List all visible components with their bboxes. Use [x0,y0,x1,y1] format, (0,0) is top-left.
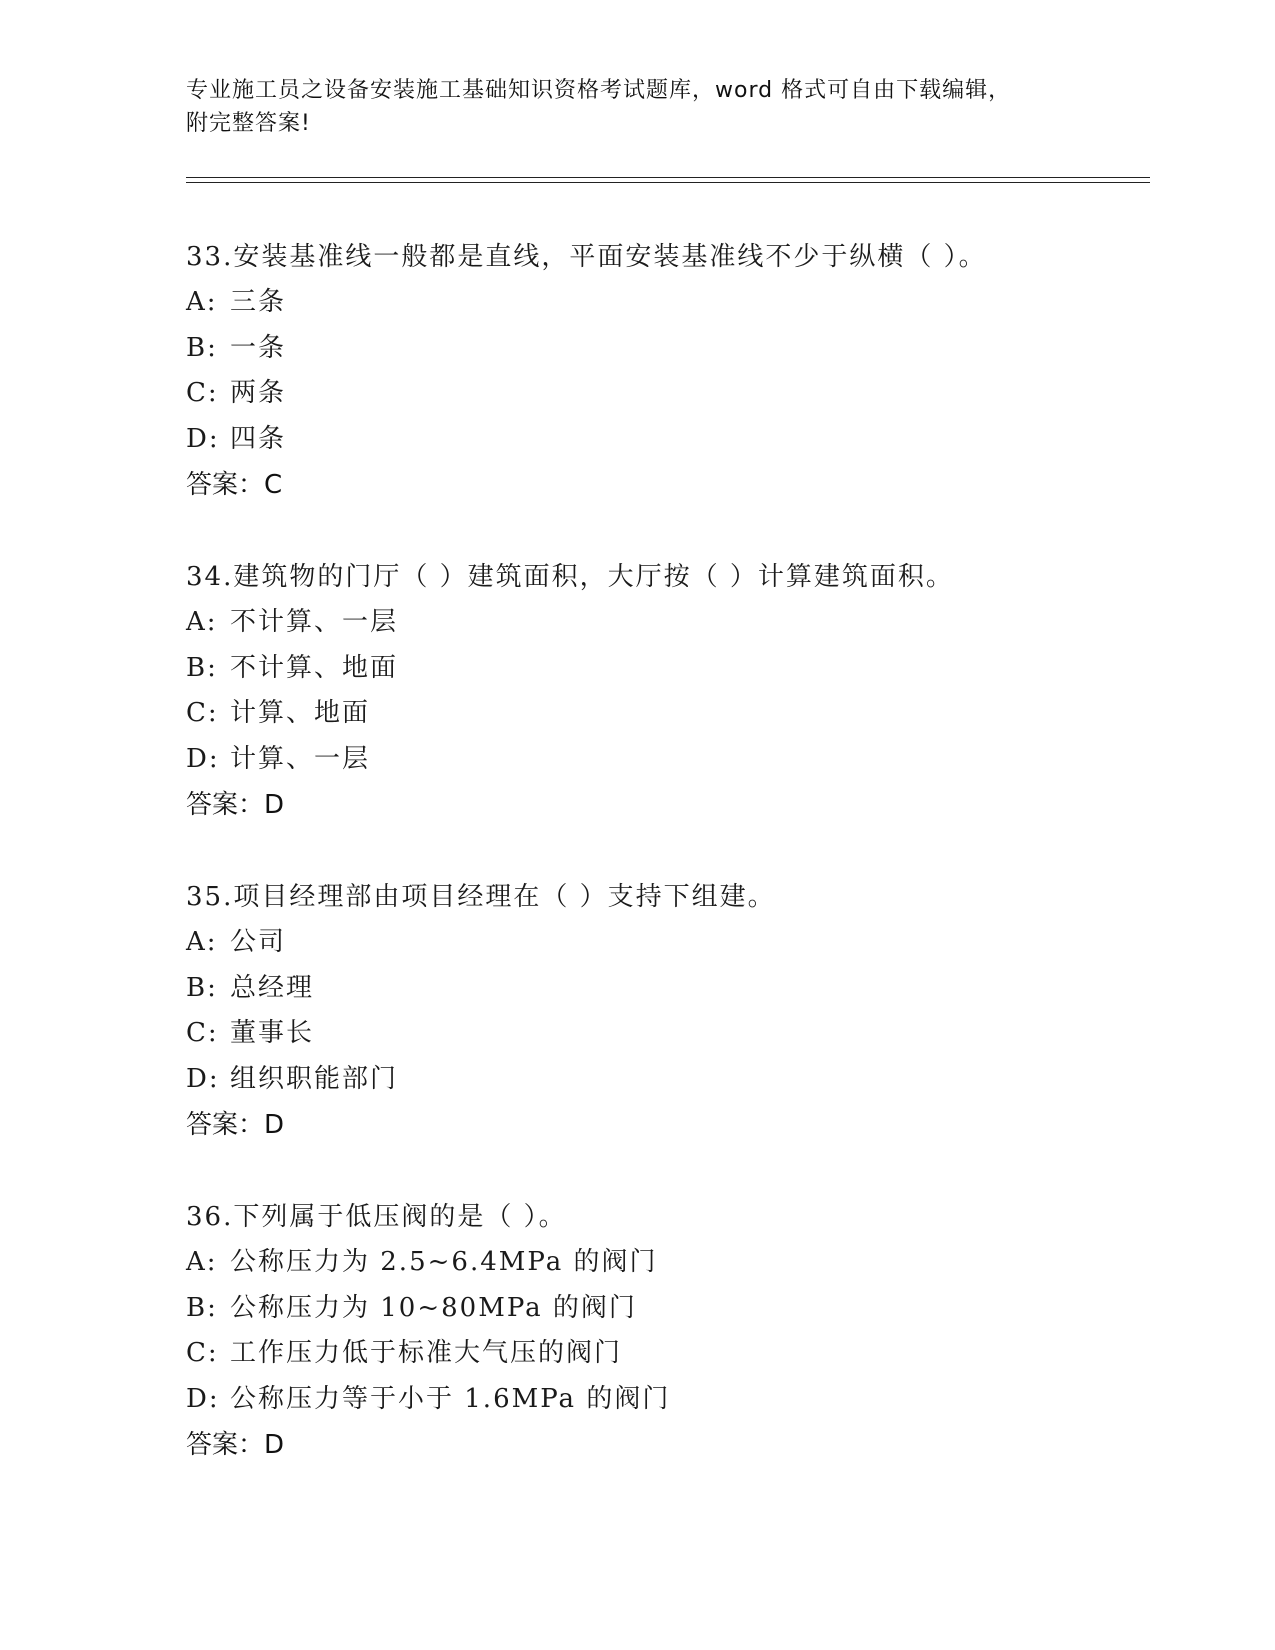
option-text: 公称压力等于小于 1.6MPa 的阀门 [230,1383,671,1414]
option-d [186,737,1146,783]
option-d [186,1057,1146,1103]
option-c [186,1011,1146,1057]
option-c [186,371,1146,417]
option-key: D: [186,743,220,774]
option-text: 不计算、地面 [230,652,399,683]
option-b [186,326,1146,372]
question-36 [186,1194,1146,1468]
question-34 [186,554,1146,828]
option-d [186,417,1146,463]
option-text: 组织职能部门 [230,1063,399,1094]
option-key: A: [186,927,218,957]
option-text: 四条 [230,423,287,454]
header-divider-bottom [186,182,1150,183]
question-stem: 34.建筑物的门厅（ ）建筑面积，大厅按（ ）计算建筑面积。 [186,562,954,592]
question-stem: 33.安装基准线一般都是直线，平面安装基准线不少于纵横（ ）。 [186,242,987,272]
option-key: C: [186,698,219,728]
question-stem: 35.项目经理部由项目经理在（ ）支持下组建。 [186,882,776,912]
option-text: 一条 [230,332,287,363]
header-line-2: 附完整答案! [186,111,311,136]
option-b [186,966,1146,1012]
document-header [186,74,1086,140]
answer: 答案：C [186,470,283,500]
option-key: D: [186,423,220,454]
option-text: 三条 [230,287,287,317]
question-stem: 36.下列属于低压阀的是（ ）。 [186,1202,567,1232]
option-key: B: [186,332,218,363]
option-d [186,1377,1146,1423]
option-key: D: [186,1383,220,1414]
option-text: 工作压力低于标准大气压的阀门 [230,1338,623,1368]
answer: 答案：D [186,790,285,820]
option-c [186,691,1146,737]
option-key: B: [186,652,218,683]
option-text: 董事长 [230,1018,315,1048]
question-33 [186,234,1146,508]
option-c [186,1331,1146,1377]
option-text: 计算、地面 [230,698,371,728]
header-divider-top [186,177,1150,178]
answer: 答案：D [186,1430,285,1460]
option-text: 计算、一层 [230,743,371,774]
option-text: 总经理 [230,972,315,1003]
option-key: C: [186,378,219,408]
option-key: A: [186,1247,218,1277]
option-key: C: [186,1338,219,1368]
option-text: 公称压力为 2.5~6.4MPa 的阀门 [230,1247,658,1277]
option-text: 不计算、一层 [230,607,399,637]
question-35 [186,874,1146,1148]
answer: 答案：D [186,1110,285,1140]
option-b [186,1286,1146,1332]
option-a [186,920,1146,966]
option-key: A: [186,607,218,637]
option-b [186,646,1146,692]
option-text: 公司 [230,927,287,957]
option-text: 两条 [230,378,287,408]
header-line-1: 专业施工员之设备安装施工基础知识资格考试题库，word 格式可自由下载编辑， [186,78,1012,103]
option-text: 公称压力为 10~80MPa 的阀门 [230,1292,637,1323]
option-key: A: [186,287,218,317]
option-key: B: [186,1292,218,1323]
option-key: C: [186,1018,219,1048]
option-key: B: [186,972,218,1003]
option-a [186,280,1146,326]
option-a [186,600,1146,646]
option-key: D: [186,1063,220,1094]
option-a [186,1240,1146,1286]
